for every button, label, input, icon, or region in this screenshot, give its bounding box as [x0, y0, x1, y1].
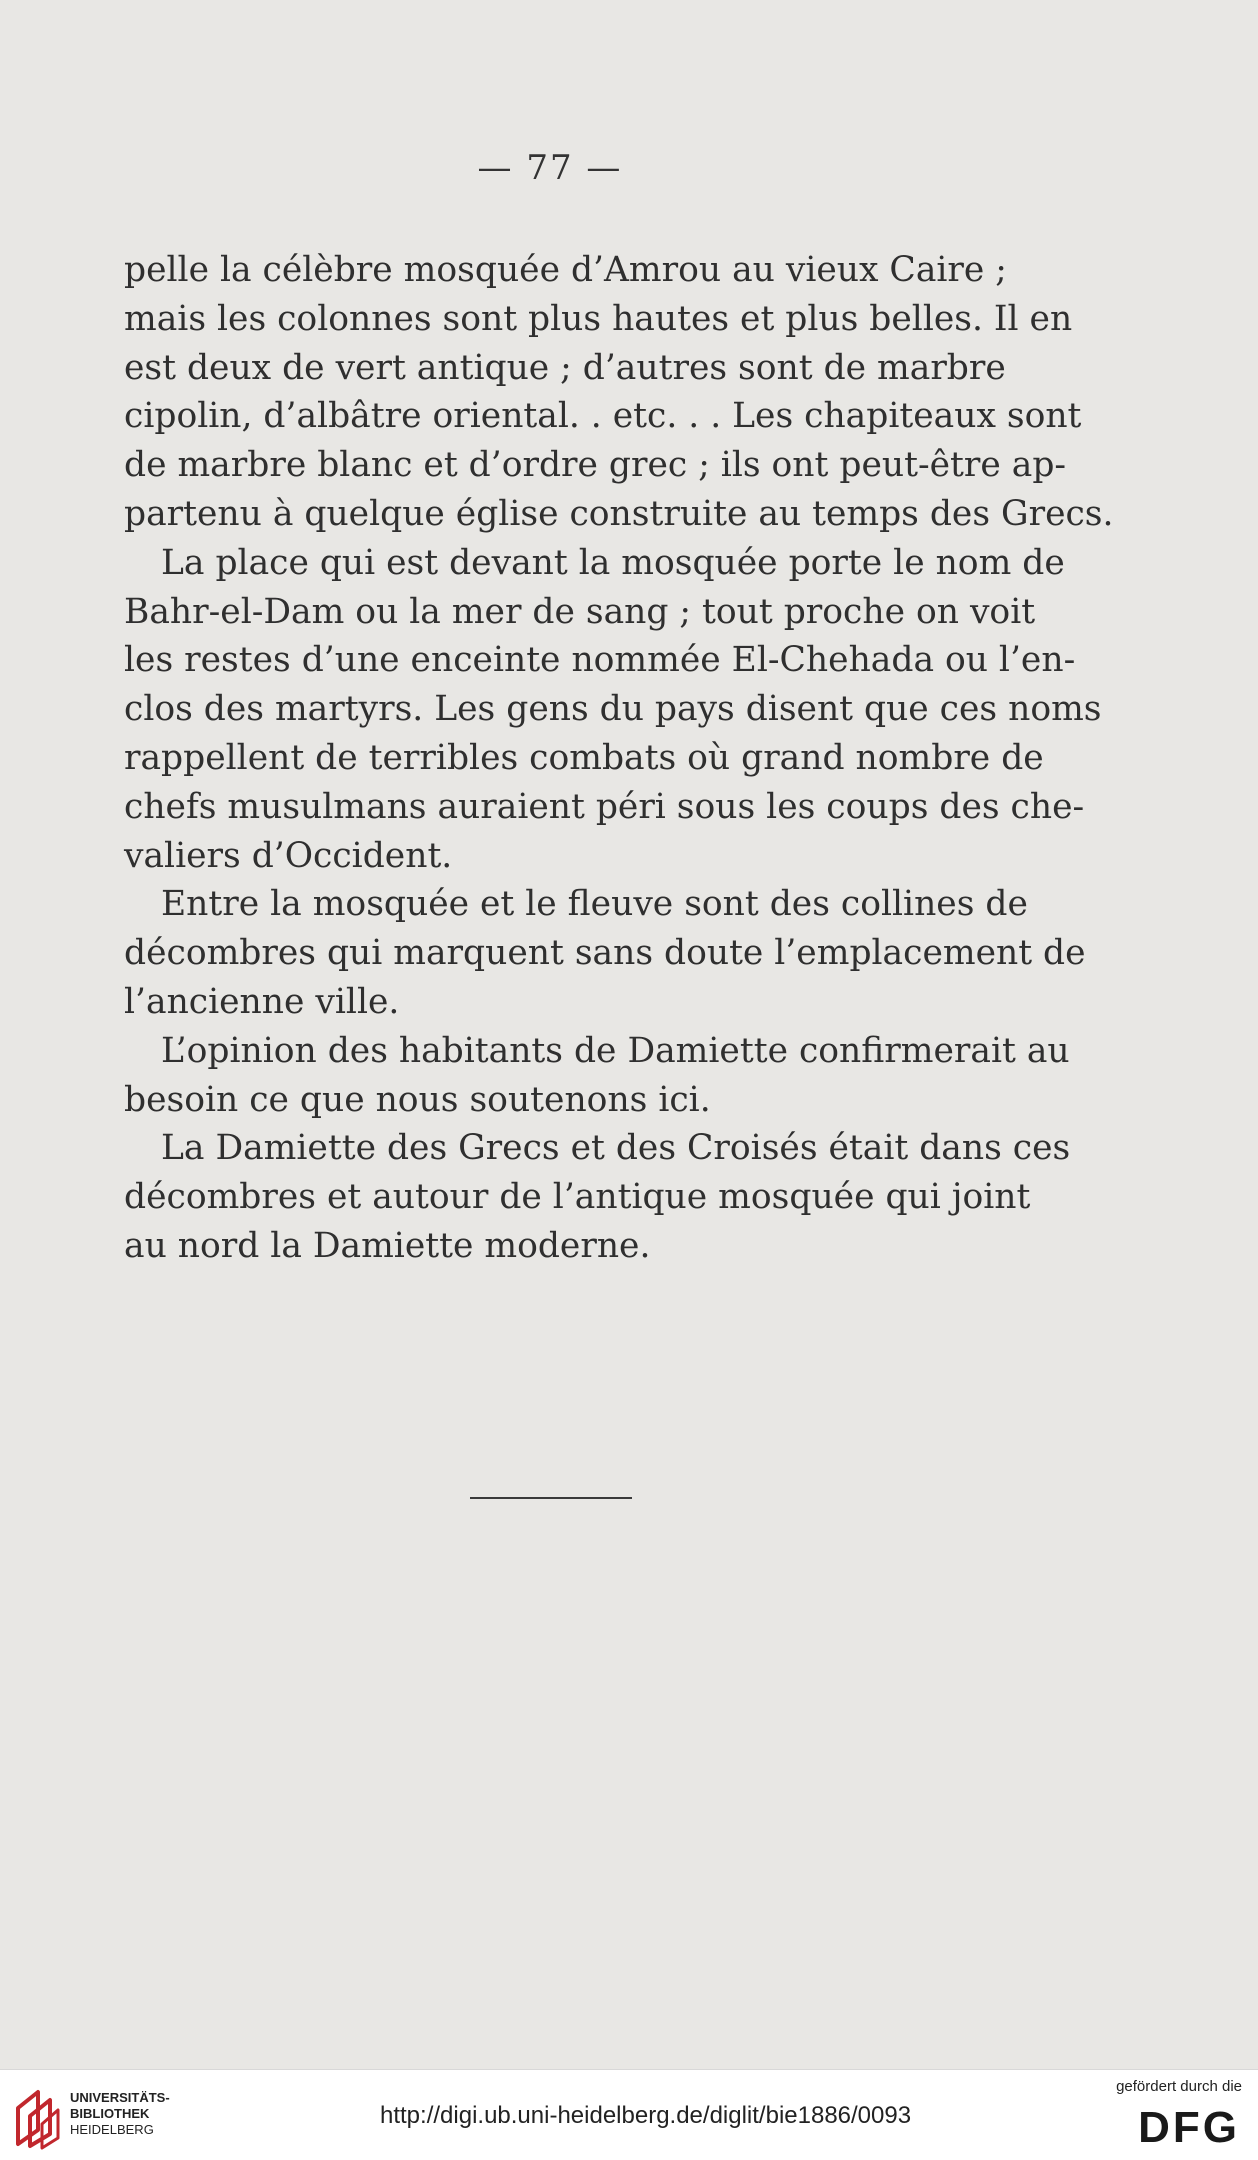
text-line: cipolin, d’albâtre oriental. . etc. . . Les chapiteaux sont [124, 396, 1082, 437]
text-line: chefs musulmans auraient péri sous les coups des che- [124, 786, 1085, 827]
body-text [124, 246, 1114, 1271]
text-line: Bahr-el-Dam ou la mer de sang ; tout proche on voit [124, 591, 1036, 632]
text-line: l’ancienne ville. [124, 981, 400, 1022]
text-line: les restes d’une enceinte nommée El-Chehada ou l’en- [124, 640, 1076, 681]
text-line: clos des martyrs. Les gens du pays disent que ces noms [124, 689, 1102, 730]
text-line: partenu à quelque église construite au temps des Grecs. [124, 493, 1114, 534]
funding-caption: gefördert durch die [1116, 2078, 1242, 2095]
library-name-line: HEIDELBERG [70, 2122, 154, 2137]
text-line: est deux de vert antique ; d’autres sont de marbre [124, 347, 1006, 388]
text-line: au nord la Damiette moderne. [124, 1225, 651, 1266]
permalink-url[interactable]: http://digi.ub.uni-heidelberg.de/diglit/bie1886/0093 [380, 2102, 912, 2129]
text-line: La Damiette des Grecs et des Croisés était dans ces [161, 1128, 1071, 1169]
text-line: Entre la mosquée et le fleuve sont des collines de [161, 884, 1028, 925]
library-name-line: UNIVERSITÄTS- [70, 2090, 170, 2105]
section-rule [470, 1497, 632, 1499]
text-line: L’opinion des habitants de Damiette confirmerait au [161, 1030, 1070, 1071]
text-line: décombres et autour de l’antique mosquée qui joint [124, 1177, 1031, 1218]
text-line: rappellent de terribles combats où grand nombre de [124, 737, 1044, 778]
text-line: valiers d’Occident. [124, 835, 453, 876]
page-number: — 77 — [477, 148, 623, 188]
text-line: décombres qui marquent sans doute l’emplacement de [124, 933, 1086, 974]
text-line: mais les colonnes sont plus hautes et plus belles. Il en [124, 298, 1073, 339]
text-line: besoin ce que nous soutenons ici. [124, 1079, 711, 1120]
text-line: de marbre blanc et d’ordre grec ; ils ont peut-être ap- [124, 445, 1067, 486]
university-library-name[interactable] [70, 2090, 170, 2138]
dfg-logo[interactable]: DFG [1138, 2103, 1240, 2152]
text-line: pelle la célèbre mosquée d’Amrou au vieux Caire ; [124, 250, 1007, 290]
library-name-line: BIBLIOTHEK [70, 2106, 150, 2121]
university-library-logo-icon[interactable] [12, 2086, 62, 2150]
viewer-footer [0, 2069, 1258, 2160]
text-line: La place qui est devant la mosquée porte le nom de [161, 542, 1065, 583]
